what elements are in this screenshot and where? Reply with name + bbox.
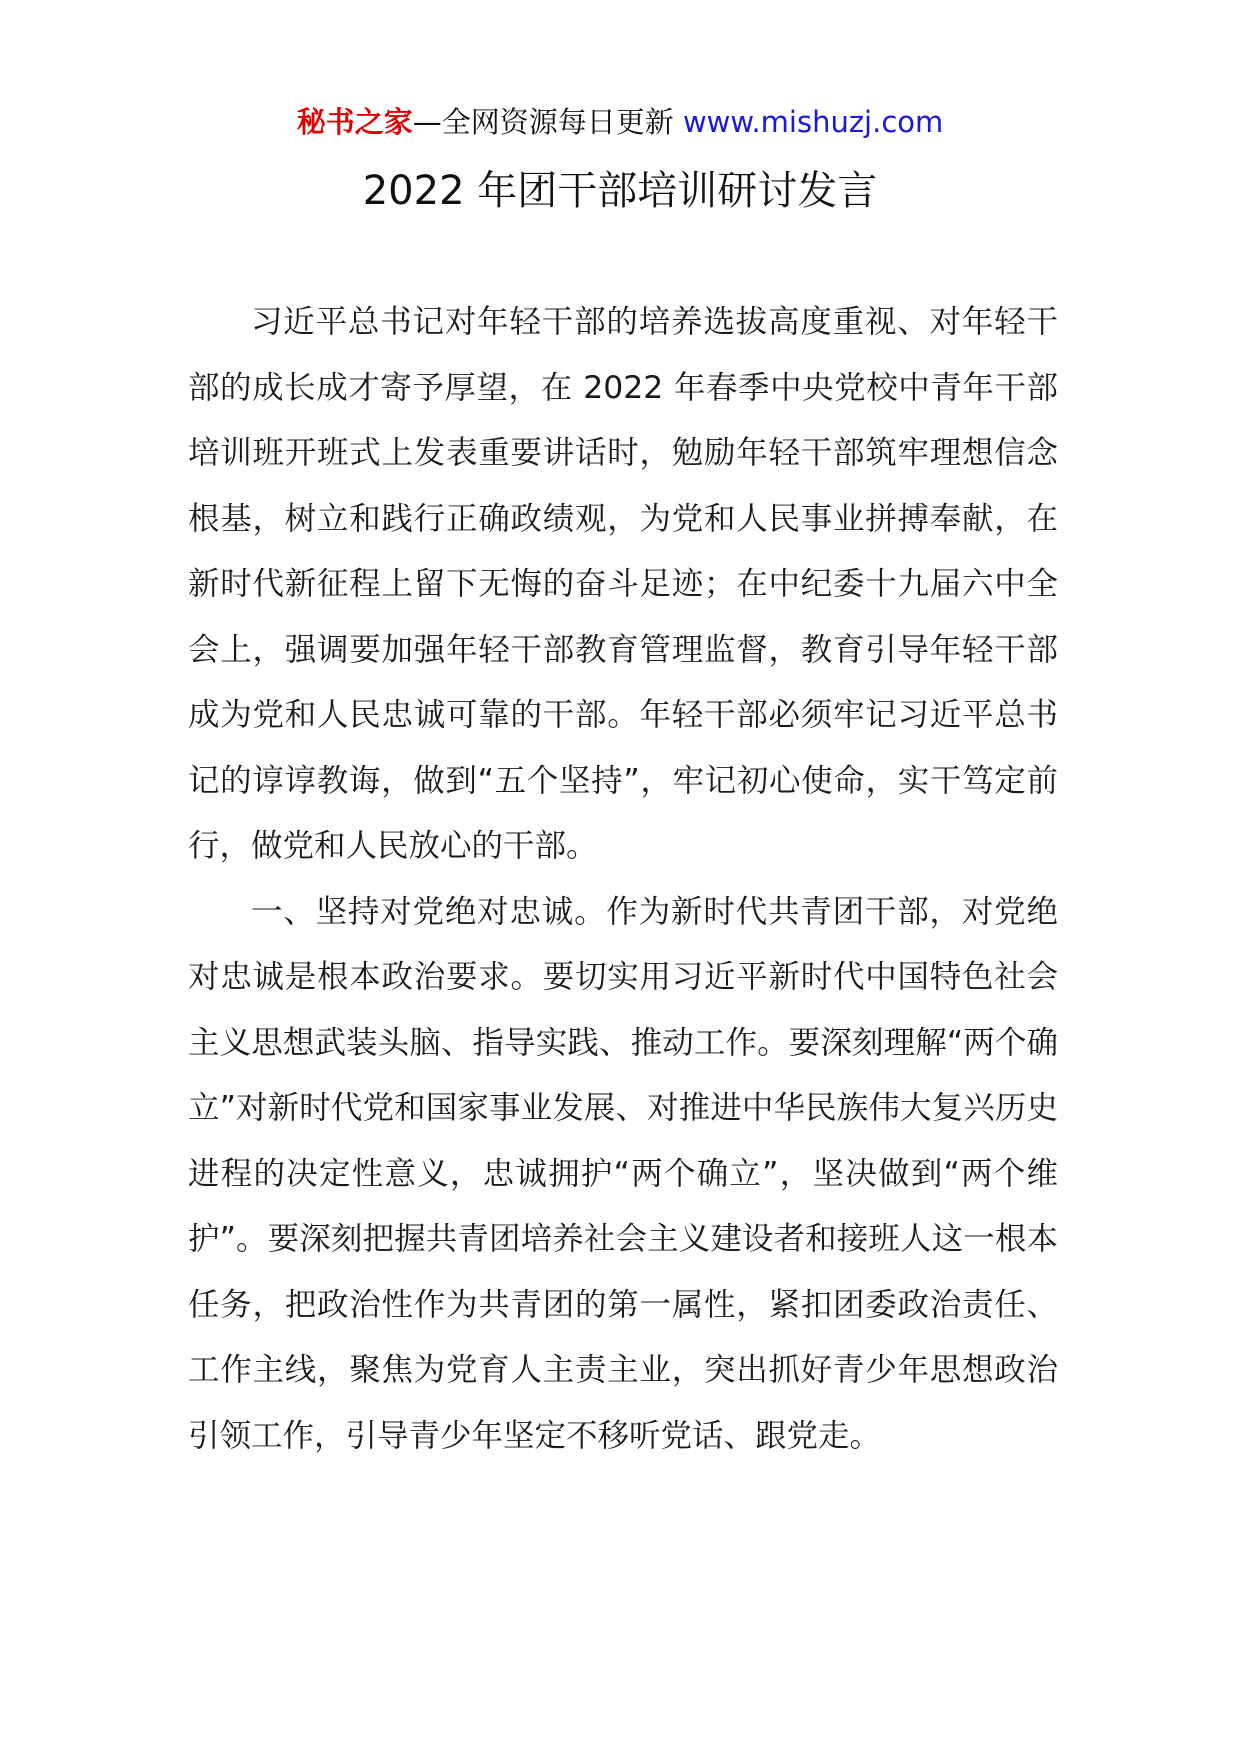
site-url-link[interactable]: www.mishuzj.com xyxy=(682,105,944,139)
watermark-header xyxy=(0,102,1240,142)
document-title: 2022 年团干部培训研讨发言 xyxy=(362,168,878,214)
paragraph-section-1: 一、坚持对党绝对忠诚。作为新时代共青团干部，对党绝对忠诚是根本政治要求。要切实用习近平新时代中国特色社会主义思想武装头脑、指导实践、推动工作。要深刻理解“两个确立”对新时代党和国家事业发展、对推进中华民族伟大复兴历史进程的决定性意义，忠诚拥护“两个确立”，坚决做到“两个维护”。要深刻把握共青团培养社会主义建设者和接班人这一根本任务，把政治性作为共青团的第一属性，紧扣团委政治责任、工作主线，聚焦为党育人主责主业，突出抓好青少年思想政治引领工作，引导青少年坚定不移听党话、跟党走。 xyxy=(188,893,1058,1454)
brand-name: 秘书之家 xyxy=(296,105,413,139)
header-tagline: —全网资源每日更新 xyxy=(412,105,683,139)
paragraph-intro: 习近平总书记对年轻干部的培养选拔高度重视、对年轻干部的成长成才寄予厚望，在 2022 年春季中央党校中青年干部培训班开班式上发表重要讲话时，勉励年轻干部筑牢理想信念根基，树立和践行正确政绩观，为党和人民事业拼搏奉献，在新时代新征程上留下无悔的奋斗足迹；在中纪委十九届六中全会上，强调要加强年轻干部教育管理监督，教育引导年轻干部成为党和人民忠诚可靠的干部。年轻干部必须牢记习近平总书记的谆谆教诲，做到“五个坚持”，牢记初心使命，实干笃定前行，做党和人民放心的干部。 xyxy=(188,304,1058,864)
document-body xyxy=(188,290,1058,1469)
